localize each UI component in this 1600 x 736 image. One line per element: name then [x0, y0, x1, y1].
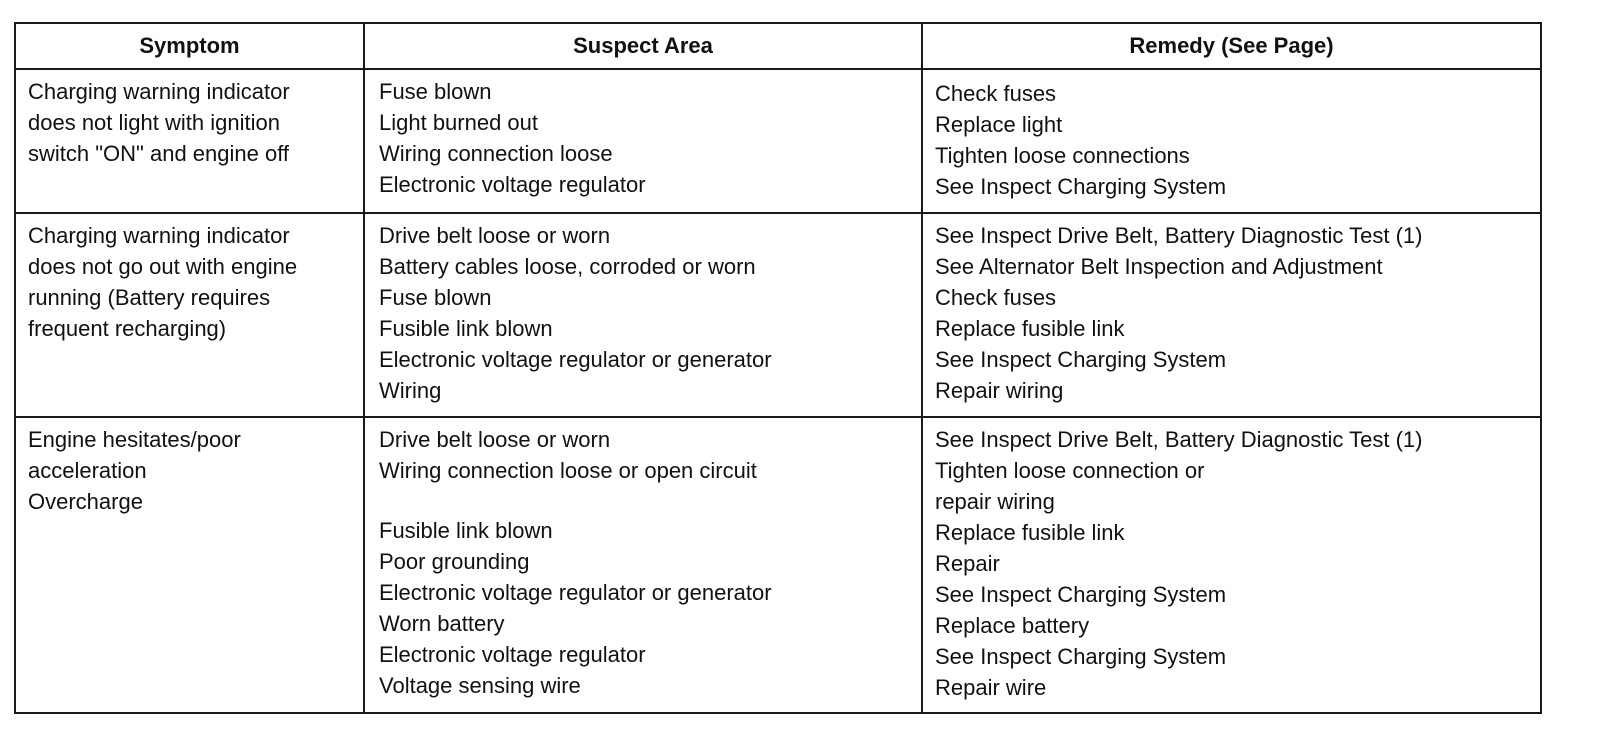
table-row — [16, 417, 1540, 712]
symptom-cell — [16, 417, 364, 712]
suspect-line: Wiring — [379, 378, 442, 403]
symptom-line: running (Battery requires — [28, 285, 271, 310]
symptom-line: switch "ON" and engine off — [28, 141, 290, 166]
remedy-line: Repair — [935, 551, 1000, 576]
header-suspect-area: Suspect Area — [364, 24, 922, 69]
remedy-line: See Inspect Charging System — [935, 582, 1227, 607]
suspect-line: Battery cables loose, corroded or worn — [379, 254, 756, 279]
table-header-row — [16, 24, 1540, 69]
remedy-cell — [922, 213, 1540, 417]
remedy-line: Replace battery — [935, 613, 1090, 638]
suspect-line: Voltage sensing wire — [379, 673, 581, 698]
suspect-line: Electronic voltage regulator or generator — [379, 347, 772, 372]
suspect-area-cell — [364, 213, 922, 417]
remedy-line: Check fuses — [935, 285, 1057, 310]
suspect-line: Fuse blown — [379, 79, 492, 104]
remedy-line: See Inspect Charging System — [935, 644, 1227, 669]
header-remedy: Remedy (See Page) — [922, 24, 1540, 69]
remedy-line: Tighten loose connections — [935, 143, 1190, 168]
table-row — [16, 213, 1540, 417]
symptom-line: does not light with ignition — [28, 110, 280, 135]
remedy-line: repair wiring — [935, 489, 1055, 514]
symptom-cell — [16, 69, 364, 213]
remedy-line: See Inspect Drive Belt, Battery Diagnostic Test (1) — [935, 223, 1423, 248]
suspect-line: Fuse blown — [379, 285, 492, 310]
remedy-line: See Inspect Charging System — [935, 174, 1227, 199]
remedy-line: Repair wire — [935, 675, 1047, 700]
remedy-cell — [922, 417, 1540, 712]
remedy-line: Replace light — [935, 112, 1063, 137]
remedy-line: Replace fusible link — [935, 316, 1125, 341]
suspect-line: Electronic voltage regulator — [379, 172, 646, 197]
suspect-line: Fusible link blown — [379, 316, 553, 341]
symptom-cell — [16, 213, 364, 417]
symptom-line: frequent recharging) — [28, 316, 227, 341]
remedy-line: Check fuses — [935, 81, 1057, 106]
suspect-line: Wiring connection loose — [379, 141, 613, 166]
suspect-line: Electronic voltage regulator or generator — [379, 580, 772, 605]
symptom-line: Charging warning indicator — [28, 79, 290, 104]
suspect-line: Wiring connection loose or open circuit — [379, 458, 757, 483]
suspect-line: Poor grounding — [379, 549, 530, 574]
remedy-line: See Inspect Charging System — [935, 347, 1227, 372]
suspect-line: Electronic voltage regulator — [379, 642, 646, 667]
table-row — [16, 69, 1540, 213]
suspect-line: Worn battery — [379, 611, 505, 636]
remedy-cell — [922, 69, 1540, 213]
remedy-line: See Inspect Drive Belt, Battery Diagnostic Test (1) — [935, 427, 1423, 452]
suspect-area-cell — [364, 417, 922, 712]
remedy-line: See Alternator Belt Inspection and Adjustment — [935, 254, 1383, 279]
remedy-line: Repair wiring — [935, 378, 1064, 403]
symptom-line: Overcharge — [28, 489, 143, 514]
remedy-line: Tighten loose connection or — [935, 458, 1205, 483]
symptom-line: Engine hesitates/poor — [28, 427, 241, 452]
symptom-line: Charging warning indicator — [28, 223, 290, 248]
symptom-line: does not go out with engine — [28, 254, 298, 279]
suspect-line: Fusible link blown — [379, 518, 553, 543]
suspect-line: Light burned out — [379, 110, 539, 135]
troubleshooting-table-container — [14, 22, 1542, 714]
suspect-area-cell — [364, 69, 922, 213]
symptom-line: acceleration — [28, 458, 147, 483]
suspect-line: Drive belt loose or worn — [379, 427, 611, 452]
remedy-line: Replace fusible link — [935, 520, 1125, 545]
charging-system-troubleshooting-table — [16, 24, 1540, 712]
line-spacer — [379, 486, 913, 515]
header-symptom: Symptom — [16, 24, 364, 69]
suspect-line: Drive belt loose or worn — [379, 223, 611, 248]
